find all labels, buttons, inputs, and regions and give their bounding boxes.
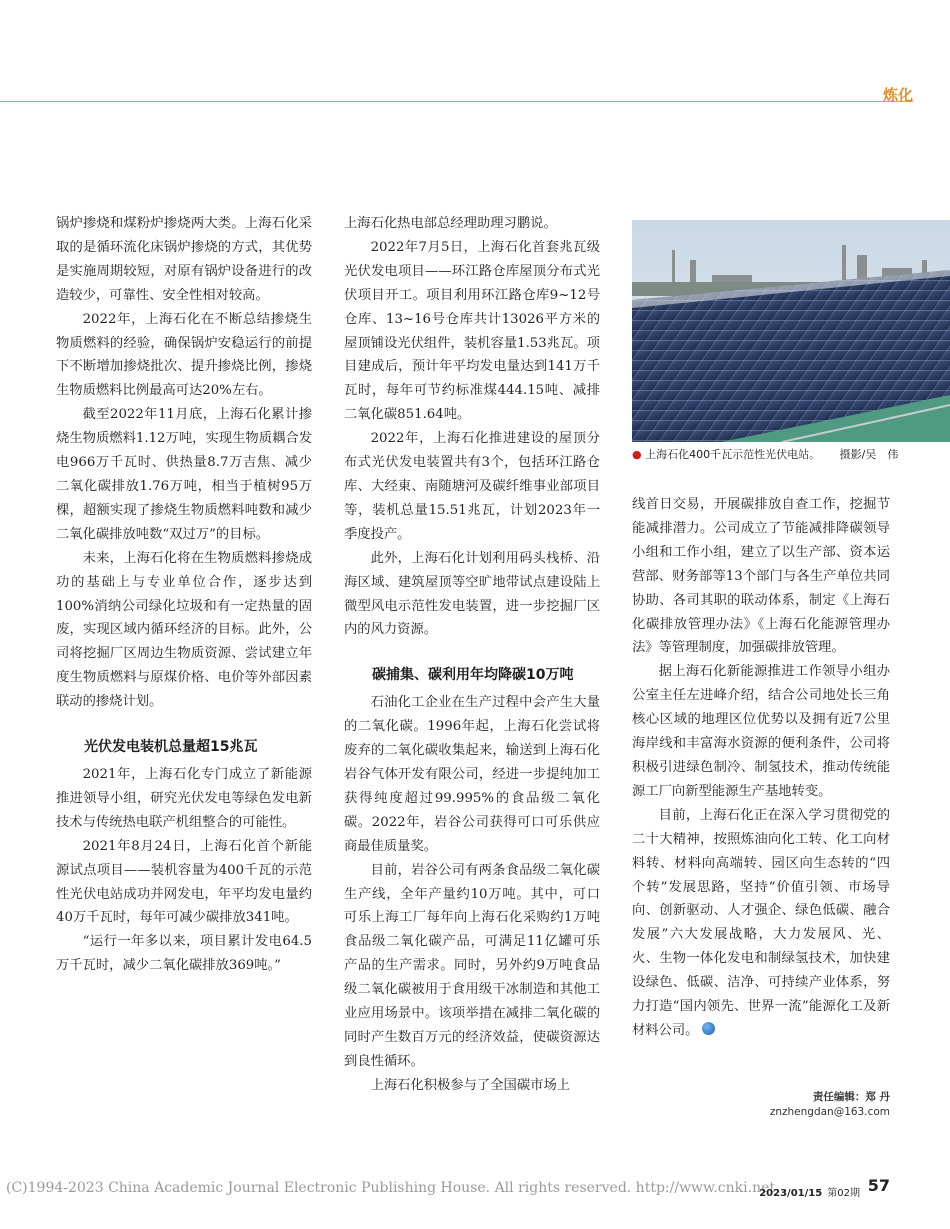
globe-end-icon [702,1022,715,1035]
paragraph: 上海石化热电部总经理助理习鹏说。 [344,216,557,231]
paragraph: 锅炉掺烧和煤粉炉掺烧两大类。上海石化采取的是循环流化床锅炉掺烧的方式，其优势是实施周期较短，对原有锅炉设备进行的改造较少，可靠性、安全性相对较高。 [56,216,312,303]
caption-text: 上海石化400千瓦示范性光伏电站。 [645,448,821,461]
paragraph [632,804,890,1043]
caption-bullet-icon: ● [632,448,642,461]
paragraph: 2021年，上海石化专门成立了新能源推进领导小组，研究光伏发电等绿色发电新技术与传统热电联产机组整合的可能性。 [56,767,312,830]
section-heading: 光伏发电装机总量超15兆瓦 [84,739,258,756]
paragraph: 线首日交易，开展碳排放自查工作，挖掘节能减排潜力。公司成立了节能减排降碳领导小组和工作小组，建立了以生产部、资本运营部、财务部等13个部门与各生产单位共同协助、各司其职的联动体系，制定《上海石化碳排放管理办法》《上海石化能源管理办法》等管理制度，加强碳排放管理。 [632,497,890,656]
editor-credit [770,1090,890,1120]
paragraph-text: 目前，上海石化正在深入学习贯彻党的二十大精神，按照炼油向化工转、化工向材料转、材料向高端转、园区向生态转的“四个转”发展思路，坚持“价值引领、市场导向、创新驱动、人才强企、绿色低碳、融合发展”六大发展战略，大力发展风、光、火、生物一体化发电和制绿氢技术，加快建设绿色、低碳、洁净、可持续产业体系，努力打造“国内领先、世界一流”能源化工及新材料公司。 [632,807,890,1038]
paragraph: 2022年，上海石化推进建设的屋顶分布式光伏发电装置共有3个，包括环江路仓库、大经東、南随塘河及碳纤维事业部项目等，装机总量15.51兆瓦，计划2023年一季度投产。 [344,431,600,542]
paragraph: 石油化工企业在生产过程中会产生大量的二氧化碳。1996年起，上海石化尝试将废弃的二氧化碳收集起来，输送到上海石化岩谷气体开发有限公司，经进一步提纯加工获得纯度超过99.995%的食品级二氧化碳。2022年，岩谷公司获得可口可乐供应商最佳质量奖。 [344,695,600,854]
page-number: 57 [867,1176,890,1195]
paragraph: 上海石化积极参与了全国碳市场上 [370,1077,571,1093]
paragraph: 2021年8月24日，上海石化首个新能源试点项目——装机容量为400千瓦的示范性光伏电站成功并网发电，年平均发电量约40万千瓦时，每年可减少碳排放341吨。 [56,838,312,926]
paragraph: 2022年7月5日，上海石化首套兆瓦级光伏发电项目——环江路仓库屋顶分布式光伏项目开工。项目利用环江路仓库9~12号仓库、13~16号仓库共计13026平方米的屋顶铺设光伏组件，装机容量1.53兆瓦。项目建成后，预计年平均发电量达到141万千瓦时，每年可节约标准煤444.15吨、减排二氧化碳851.64吨。 [344,239,600,423]
editor-name: 责任编辑：郑 丹 [812,1091,890,1103]
paragraph: 未来，上海石化将在生物质燃料掺烧成功的基础上与专业单位合作，逐步达到100%消纳公司绿化垃圾和有一定热量的固废，实现区域内循环经济的目标。此外，公司将挖掘厂区周边生物质资源、尝试建立年度生物质燃料与原煤价格、电价等外部因素联动的掺烧计划。 [56,550,312,710]
section-heading: 碳捕集、碳利用年均降碳10万吨 [372,667,574,684]
header-rule [0,101,913,102]
paragraph: 截至2022年11月底，上海石化累计掺烧生物质燃料1.12万吨，实现生物质耦合发电966万千瓦时、供热量8.7万吉焦、减少二氧化碳排放1.76万吨，相当于植树95万棵，超额实现了掺烧生物质燃料吨数和减少二氧化碳排放吨数“双过万”的目标。 [56,407,312,542]
issue-info [759,1181,860,1200]
paragraph: 据上海石化新能源推进工作领导小组办公室主任左进峰介绍，结合公司地处长三角核心区域的地理区位优势以及拥有近7公里海岸线和丰富海水资源的便利条件，公司将积极引进绿色制冷、制氢技术，推动传统能源工厂向新型能源生产基地转变。 [632,664,890,799]
editor-email: znzhengdan@163.com [769,1106,890,1118]
text-column-3 [632,493,890,1043]
photo-caption [632,446,898,462]
copyright-watermark: (C)1994-2023 China Academic Journal Electronic Publishing House. All rights reserved. http://www.cnki.net [6,1180,776,1196]
paragraph: 2022年，上海石化在不断总结掺烧生物质燃料的经验，确保锅炉安稳运行的前提下不断增加掺烧批次、提升掺烧比例，掺烧生物质燃料比例最高可达20%左右。 [56,311,312,399]
paragraph: 此外，上海石化计划利用码头栈桥、沿海区域、建筑屋顶等空旷地带试点建设陆上微型风电示范性发电装置，进一步挖掘厂区内的风力资源。 [344,550,600,638]
issue-date: 2023/01/15 [759,1188,823,1199]
solar-station-photo [632,220,950,442]
text-column-2 [344,212,600,1098]
issue-number: 第02期 [827,1188,860,1199]
section-tag: 炼化 [882,86,913,104]
text-column-1 [56,212,312,978]
paragraph: “运行一年多以来，项目累计发电64.5万千瓦时，减少二氧化碳排放369吨。” [56,934,312,974]
paragraph: 目前，岩谷公司有两条食品级二氧化碳生产线，全年产量约10万吨。其中，可口可乐上海工厂每年向上海石化采购约1万吨食品级二氧化碳产品，可满足11亿罐可乐产品的生产需求。同时，另外约9万吨食品级二氧化碳被用于食用级干冰制造和其他工业应用场景中。该项举措在减排二氧化碳的同时产生数百万元的经济效益，使碳资源达到良性循环。 [344,862,600,1069]
photo-credit: 摄影/吴 伟 [839,448,899,461]
